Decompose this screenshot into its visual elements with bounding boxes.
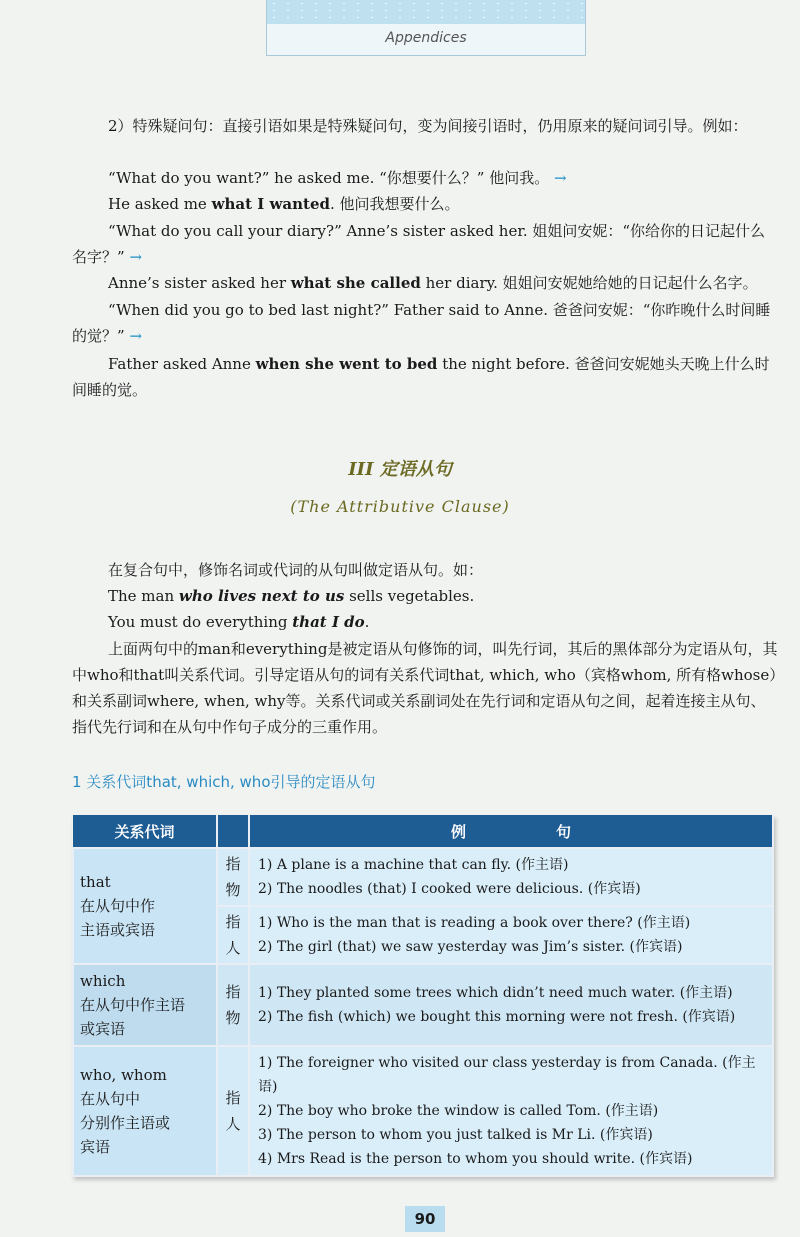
section-ex1-bold: who lives next to us (178, 587, 345, 605)
header-tab (266, 0, 586, 56)
refer-person-cell (217, 906, 249, 964)
example-3b-bold: when she went to bed (255, 355, 438, 373)
table-row (73, 964, 773, 1046)
example-3-text: “When did you go to bed last night?” Father said to Anne. 爸爸问安妮：“你昨晚什么时间睡的觉？” (72, 301, 771, 345)
examples-cell (249, 848, 773, 906)
pronoun-which-cell (73, 964, 217, 1046)
pronoun-that-label: that 在从句中作 主语或宾语 (80, 873, 156, 939)
example-line: 2) The noodles (that) I cooked were delicious. (作宾语) (258, 881, 641, 897)
section-explanation: 上面两句中的man和everything是被定语从句修饰的词，叫先行词，其后的黑体部分为定语从句，其中who和that叫关系代词。引导定语从句的词有关系代词that, which, who（宾格whom, 所有格whose）和关系副词where, when, why等。关系代词或关系副词处在先行词和定语从句之间，起着连接主从句、指代先行词和在从句中作句子成分的三重作用。 (72, 640, 778, 736)
example-1-direct (72, 165, 778, 191)
refer-thing-cell (217, 848, 249, 906)
examples-cell (249, 964, 773, 1046)
refer-label: 指人 (225, 1089, 241, 1133)
section-intro: 在复合句中，修饰名词或代词的从句叫做定语从句。如： (108, 561, 484, 579)
pronoun-that-cell (73, 848, 217, 964)
page-number: 90 (405, 1206, 445, 1232)
example-3-direct (72, 297, 778, 349)
examples-cell (249, 1046, 773, 1176)
example-1-indirect (72, 191, 778, 217)
pronoun-which-label: which 在从句中作主语 或宾语 (80, 972, 186, 1038)
examples-cell (249, 906, 773, 964)
table-header-blank (217, 815, 249, 848)
example-2b-pre: Anne’s sister asked her (108, 274, 291, 292)
example-2b-bold: what she called (290, 274, 421, 292)
example-2-text: “What do you call your diary?” Anne’s sister asked her. 姐姐问安妮：“你给你的日记起什么名字？” (72, 222, 766, 266)
example-2-direct (72, 218, 778, 270)
section-ex2-pre: You must do everything (108, 613, 293, 631)
header-title: Appendices (385, 30, 467, 46)
para-special-question: 2）特殊疑问句：直接引语如果是特殊疑问句，变为间接引语时，仍用原来的疑问词引导。例如： (108, 117, 748, 135)
pronoun-who-cell (73, 1046, 217, 1176)
example-line: 4) Mrs Read is the person to whom you should write. (作宾语) (258, 1151, 693, 1167)
example-line: 2) The girl (that) we saw yesterday was Jim’s sister. (作宾语) (258, 939, 683, 955)
example-line: 1) Who is the man that is reading a book over there? (作主语) (258, 915, 691, 931)
table-row (73, 848, 773, 906)
refer-person-cell (217, 1046, 249, 1176)
refer-label: 指物 (225, 855, 241, 899)
section-ex1-pre: The man (108, 587, 179, 605)
example-line: 1) They planted some trees which didn’t need much water. (作主语) (258, 985, 733, 1001)
section-title: III 定语从句 (348, 459, 452, 480)
relative-pronoun-table (72, 815, 774, 1177)
table-header-examples: 例 句 (249, 815, 773, 848)
arrow-icon: → (129, 248, 143, 266)
example-3b-pre: Father asked Anne (108, 355, 256, 373)
arrow-icon: → (129, 327, 143, 345)
example-3-indirect (72, 351, 778, 403)
example-line: 2) The boy who broke the window is called Tom. (作主语) (258, 1103, 659, 1119)
subsection-heading: 1 关系代词that, which, who引导的定语从句 (72, 773, 376, 791)
example-1b-post: . 他问我想要什么。 (330, 195, 460, 213)
header-pattern (267, 0, 585, 24)
pronoun-who-label: who, whom 在从句中 分别作主语或 宾语 (80, 1066, 171, 1156)
example-2-indirect (72, 270, 778, 296)
example-1-text: “What do you want?” he asked me. “你想要什么？” 他问我。 (108, 169, 550, 187)
example-3b-post: the night before. 爸爸问安妮她头天晚上什么时间睡的觉。 (72, 355, 770, 399)
section-ex1-post: sells vegetables. (344, 587, 475, 605)
section-example-2 (72, 609, 778, 635)
section-ex2-post: . (364, 613, 370, 631)
refer-label: 指物 (225, 983, 241, 1027)
section-ex2-bold: that I do (292, 613, 365, 631)
example-line: 2) The fish (which) we bought this morning were not fresh. (作宾语) (258, 1009, 736, 1025)
section-example-1 (72, 583, 778, 609)
arrow-icon: → (554, 169, 567, 187)
table-header-row (73, 815, 773, 848)
table-header-pronoun: 关系代词 (73, 815, 217, 848)
table-row (73, 1046, 773, 1176)
example-2b-post: her diary. 姐姐问安妮她给她的日记起什么名字。 (420, 274, 758, 292)
refer-thing-cell (217, 964, 249, 1046)
example-line: 1) The foreigner who visited our class yesterday is from Canada. (作主语) (258, 1055, 756, 1095)
example-1b-bold: what I wanted (211, 195, 331, 213)
example-1b-pre: He asked me (108, 195, 212, 213)
example-line: 1) A plane is a machine that can fly. (作主语) (258, 857, 569, 873)
refer-label: 指人 (225, 913, 241, 957)
example-line: 3) The person to whom you just talked is Mr Li. (作宾语) (258, 1127, 653, 1143)
section-subtitle: (The Attributive Clause) (290, 497, 510, 516)
